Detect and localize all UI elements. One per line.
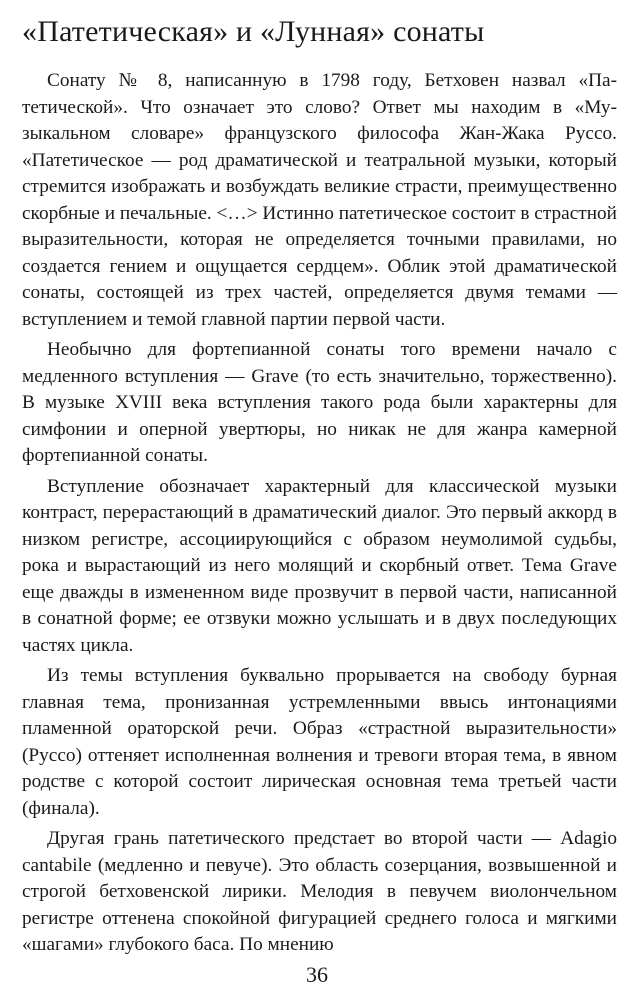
page-title: «Патетическая» и «Лунная» сонаты: [22, 15, 485, 48]
page-content: [22, 12, 617, 963]
paragraph-2: Необычно для фортепианной сонаты того времени начало с медленного вступления — Grave (то есть значительно, торжественно). В музыке XVIII века вступления такого рода были характерны для симфонии и оперной увертюры, но никак не для жанра камерной фортепианной сонаты.: [22, 339, 617, 466]
paragraph-1: Сонату № 8, написанную в 1798 году, Бетховен назвал «Патетической». Что означает это слово? Ответ мы находим в «Музыкальном словаре» французского философа Жан-Жака Руссо. «Патетическое — род драматической и театральной музыки, который стремится изображать и возбуждать великие страсти, преимущественно скорбные и печальные. <…> Истинно патетическое состоит в страстной выразительности, которая не определяется точными правилами, но создается гением и ощущается сердцем». Облик этой драматической сонаты, состоящей из трех частей, определяется двумя темами — вступлением и темой главной партии первой части.: [22, 70, 617, 330]
paragraph-4: Из темы вступления буквально прорывается на свободу бурная главная тема, пронизанная устремленными ввысь интонациями пламенной ораторской речи. Образ «страстной выразительности» (Руссо) оттеняет исполненная волнения и тревоги вторая тема, в явном родстве с которой состоит лирическая основная тема третьей части (финала).: [22, 665, 617, 819]
paragraph-5: Другая грань патетического предстает во второй части — Adagio cantabile (медленно и певуче). Это область созерцания, возвышенной и строгой бетховенской лирики. Мелодия в певучем виолончельном регистре оттенена спокойной фигурацией среднего голоса и мягкими «шагами» глубокого баса. По мнению: [22, 828, 617, 955]
page-number: 36: [306, 962, 328, 987]
paragraph-3: Вступление обозначает характерный для классической музыки контраст, перерастающий в драматический диалог. Это первый аккорд в низком регистре, ассоциирующийся с образом неумолимой судьбы, рока и вырастающий из него молящий и скорбный ответ. Тема Grave еще дважды в измененном виде прозвучит в первой части, написанной в сонатной форме; ее отзвуки можно услышать и в двух последующих частях цикла.: [22, 475, 617, 656]
